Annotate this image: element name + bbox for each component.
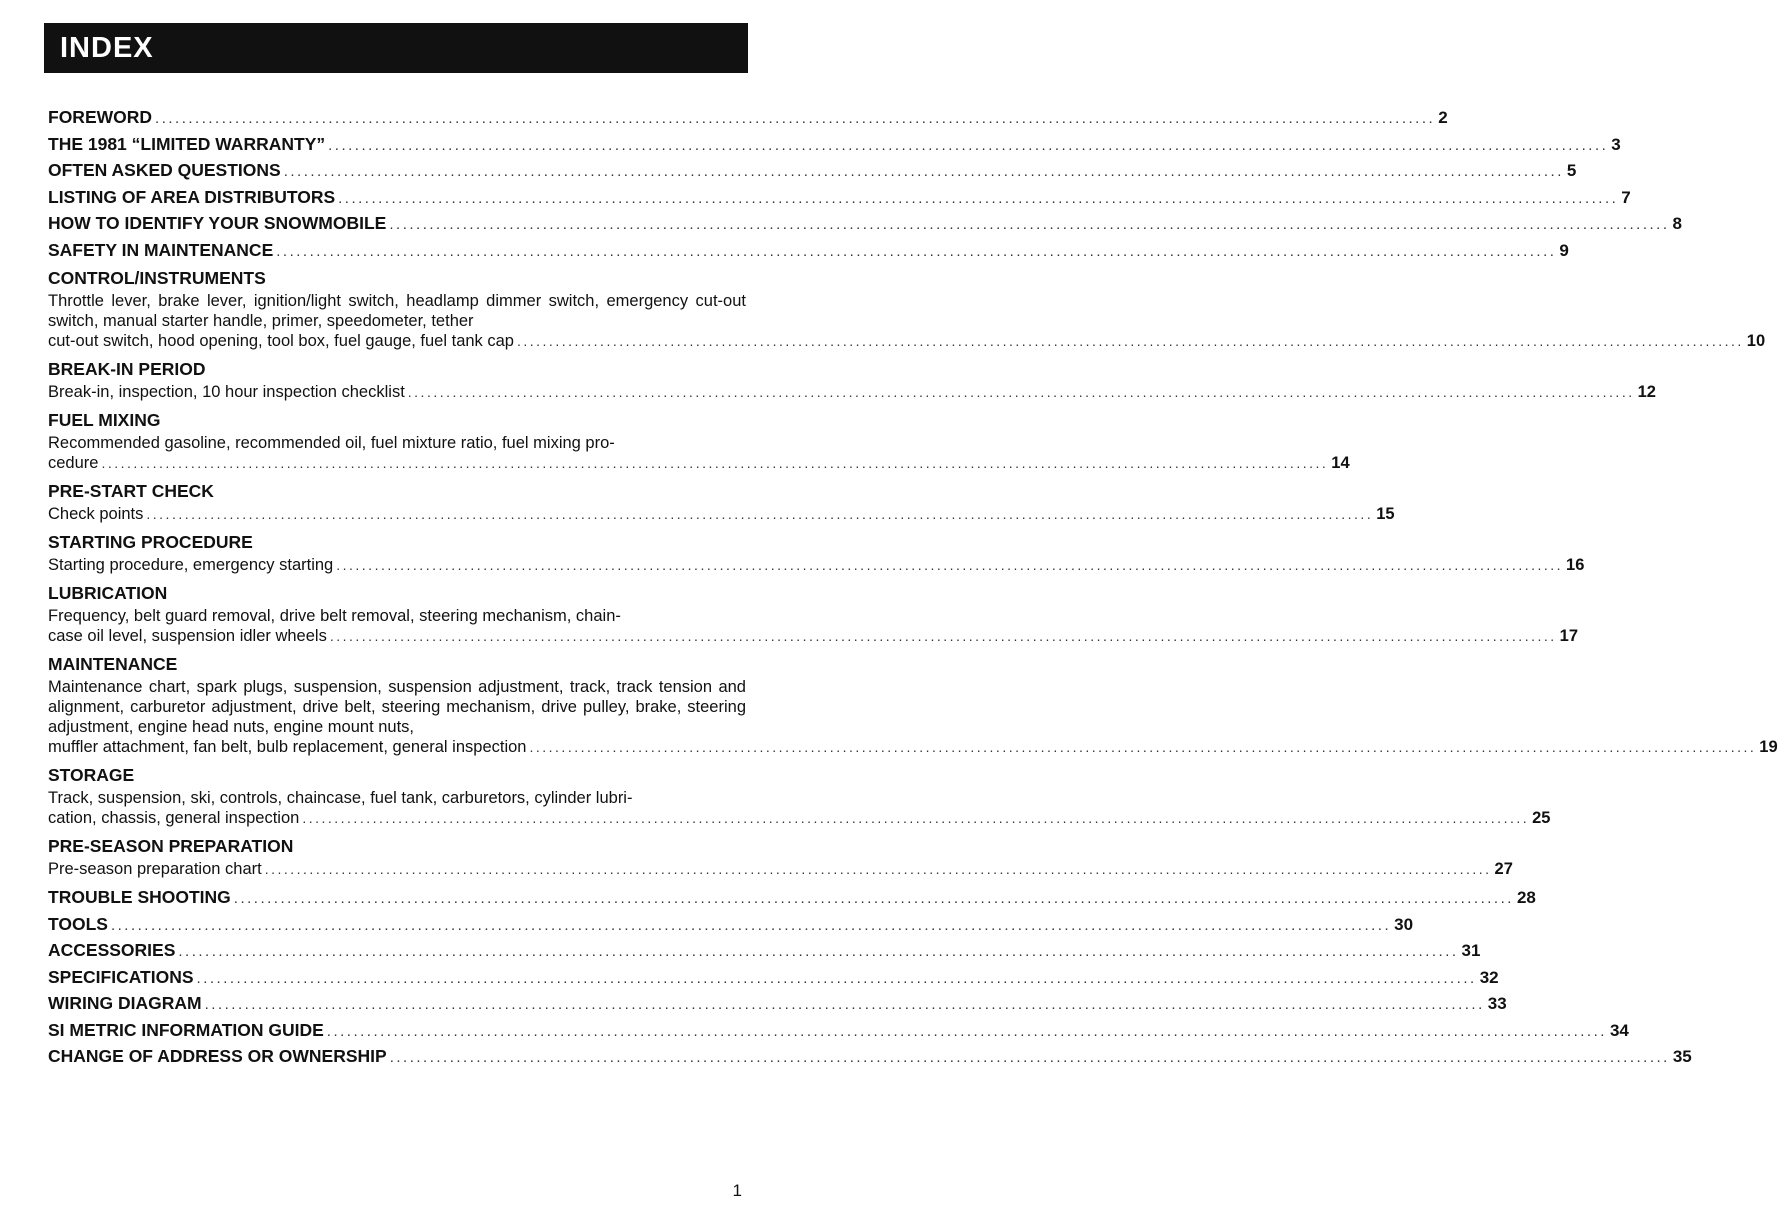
toc-section[interactable]: [48, 529, 1585, 575]
page-title: INDEX: [60, 32, 154, 64]
toc-section[interactable]: [48, 762, 1551, 828]
toc-entry[interactable]: [48, 1043, 1692, 1070]
toc-entry[interactable]: [48, 884, 1536, 911]
toc-section-page: 12: [1637, 383, 1656, 401]
dot-leader: ................................................................................................................................................................................................: [326, 1022, 1607, 1040]
toc-section-last-line: [48, 737, 1778, 757]
toc-section-description-end: cation, chassis, general inspection: [48, 809, 300, 827]
toc-section-last-line: [48, 859, 1513, 879]
dot-leader: ................................................................................................................................................................................................: [196, 969, 1477, 987]
toc-entry-title: CHANGE OF ADDRESS OR OWNERSHIP: [48, 1046, 387, 1066]
toc-section-last-line: [48, 453, 1350, 473]
toc-section-title: MAINTENANCE: [48, 654, 178, 674]
toc-entry[interactable]: [48, 911, 1414, 938]
toc-entry-title: LISTING OF AREA DISTRIBUTORS: [48, 186, 336, 207]
dot-leader: ................................................................................................................................................................................................: [529, 739, 1757, 755]
toc-section-title: PRE-SEASON PREPARATION: [48, 836, 294, 856]
toc-entry[interactable]: [48, 157, 1577, 184]
toc-entry-page: 33: [1487, 994, 1507, 1013]
toc-section-title: FUEL MIXING: [48, 410, 161, 430]
toc-section-last-line: [48, 555, 1585, 575]
dot-leader: ................................................................................................................................................................................................: [328, 136, 1609, 154]
toc-entry-title: SAFETY IN MAINTENANCE: [48, 239, 274, 260]
toc-section[interactable]: [48, 478, 1395, 524]
toc-entry-title: TOOLS: [48, 913, 108, 934]
toc-entry-title: FOREWORD: [48, 107, 153, 127]
toc-entry-page: 7: [1621, 187, 1631, 207]
toc-section-description-end: cedure: [48, 454, 99, 472]
toc-entry-title: SI METRIC INFORMATION GUIDE: [48, 1019, 324, 1040]
toc-section-title: CONTROL/INSTRUMENTS: [48, 268, 266, 288]
toc-entry[interactable]: [48, 937, 1481, 964]
toc-section-page: 10: [1746, 332, 1766, 350]
toc-entry-page: 3: [1611, 134, 1621, 154]
toc-entry[interactable]: [48, 964, 1499, 991]
toc-entry[interactable]: [48, 184, 1631, 211]
toc-section-description-end: muffler attachment, fan belt, bulb replacement, general inspection: [48, 738, 527, 756]
toc-entry-page: 28: [1516, 888, 1536, 907]
toc-entry-title: WIRING DIAGRAM: [48, 993, 202, 1013]
toc-entry[interactable]: [48, 1017, 1629, 1044]
toc-section-page: 25: [1532, 809, 1551, 827]
table-of-contents: [48, 104, 1778, 1070]
toc-entry-page: 5: [1566, 161, 1577, 180]
toc-section-description-end: Check points: [48, 505, 144, 523]
dot-leader: ................................................................................................................................................................................................: [276, 242, 1557, 260]
toc-section-last-line: [48, 808, 1551, 828]
toc-section-page: 27: [1494, 860, 1513, 878]
toc-entry-page: 32: [1479, 967, 1499, 987]
toc-entry-page: 2: [1438, 108, 1448, 127]
toc-entry-title: TROUBLE SHOOTING: [48, 887, 231, 907]
dot-leader: ................................................................................................................................................................................................: [233, 890, 1514, 907]
toc-section-last-line: [48, 331, 1766, 351]
dot-leader: ................................................................................................................................................................................................: [302, 810, 1530, 826]
toc-section-description: Recommended gasoline, recommended oil, fuel mixture ratio, fuel mixing pro-: [48, 434, 615, 452]
dot-leader: ................................................................................................................................................................................................: [336, 557, 1564, 573]
toc-entry-page: 34: [1609, 1020, 1629, 1040]
toc-section-page: 16: [1566, 556, 1585, 574]
toc-section-description-end: cut-out switch, hood opening, tool box, fuel gauge, fuel tank cap: [48, 332, 514, 350]
toc-section-description-end: Break-in, inspection, 10 hour inspection checklist: [48, 383, 405, 401]
dot-leader: ................................................................................................................................................................................................: [110, 916, 1392, 934]
dot-leader: ................................................................................................................................................................................................: [407, 384, 1635, 400]
toc-section[interactable]: [48, 651, 1778, 757]
dot-leader: ................................................................................................................................................................................................: [516, 333, 1744, 349]
toc-entry-title: SPECIFICATIONS: [48, 966, 194, 987]
dot-leader: ................................................................................................................................................................................................: [283, 163, 1564, 180]
toc-entry-page: 8: [1672, 214, 1682, 233]
toc-entry-title: OFTEN ASKED QUESTIONS: [48, 160, 281, 180]
toc-section-last-line: [48, 382, 1656, 402]
toc-entry[interactable]: [48, 131, 1621, 158]
dot-leader: ................................................................................................................................................................................................: [389, 1049, 1670, 1066]
dot-leader: ................................................................................................................................................................................................: [101, 455, 1329, 471]
toc-section-page: 19: [1759, 738, 1778, 756]
dot-leader: ................................................................................................................................................................................................: [264, 861, 1492, 877]
toc-entry-page: 35: [1672, 1047, 1692, 1066]
toc-section-title: LUBRICATION: [48, 583, 168, 603]
toc-section-description: Throttle lever, brake lever, ignition/light switch, headlamp dimmer switch, emergency cut-out switch, manual starter handle, primer, speedometer, tether: [48, 292, 746, 330]
toc-section-page: 17: [1559, 627, 1578, 645]
index-banner: [44, 23, 748, 73]
dot-leader: ................................................................................................................................................................................................: [146, 506, 1374, 522]
dot-leader: ................................................................................................................................................................................................: [178, 943, 1459, 960]
toc-section-description: Maintenance chart, spark plugs, suspension, suspension adjustment, track, track tension and alignment, carburetor adjustment, drive belt, steering mechanism, drive pulley, brake, steering adjustment, engine head nuts, engine mount nuts,: [48, 678, 746, 736]
toc-entry[interactable]: [48, 990, 1507, 1017]
toc-section-last-line: [48, 626, 1578, 646]
toc-section[interactable]: [48, 833, 1513, 879]
dot-leader: ................................................................................................................................................................................................: [338, 189, 1619, 207]
toc-section-description: Frequency, belt guard removal, drive belt removal, steering mechanism, chain-: [48, 607, 621, 625]
toc-section[interactable]: [48, 265, 1766, 351]
toc-entry[interactable]: [48, 237, 1569, 264]
dot-leader: ................................................................................................................................................................................................: [329, 628, 1557, 644]
toc-section-description-end: Pre-season preparation chart: [48, 860, 262, 878]
toc-entry-page: 31: [1461, 941, 1481, 960]
dot-leader: ................................................................................................................................................................................................: [155, 110, 1436, 127]
dot-leader: ................................................................................................................................................................................................: [204, 996, 1485, 1013]
toc-section-title: BREAK-IN PERIOD: [48, 359, 206, 379]
toc-section[interactable]: [48, 356, 1656, 402]
toc-section[interactable]: [48, 407, 1350, 473]
toc-section-title: PRE-START CHECK: [48, 481, 214, 501]
toc-entry[interactable]: [48, 104, 1448, 131]
page-number: 1: [732, 1181, 742, 1200]
toc-entry[interactable]: [48, 210, 1682, 237]
toc-section-page: 14: [1331, 454, 1350, 472]
toc-entry-title: HOW TO IDENTIFY YOUR SNOWMOBILE: [48, 213, 387, 233]
toc-section-description-end: Starting procedure, emergency starting: [48, 556, 334, 574]
toc-section-title: STARTING PROCEDURE: [48, 532, 253, 552]
toc-entry-title: THE 1981 “LIMITED WARRANTY”: [48, 133, 326, 154]
toc-section-last-line: [48, 504, 1395, 524]
toc-section[interactable]: [48, 580, 1578, 646]
toc-section-title: STORAGE: [48, 765, 135, 785]
toc-entry-page: 9: [1559, 240, 1569, 260]
dot-leader: ................................................................................................................................................................................................: [389, 216, 1670, 233]
toc-entry-title: ACCESSORIES: [48, 940, 176, 960]
toc-section-description-end: case oil level, suspension idler wheels: [48, 627, 327, 645]
toc-section-page: 15: [1376, 505, 1395, 523]
toc-entry-page: 30: [1394, 914, 1414, 934]
toc-section-description: Track, suspension, ski, controls, chaincase, fuel tank, carburetors, cylinder lubri-: [48, 789, 633, 807]
